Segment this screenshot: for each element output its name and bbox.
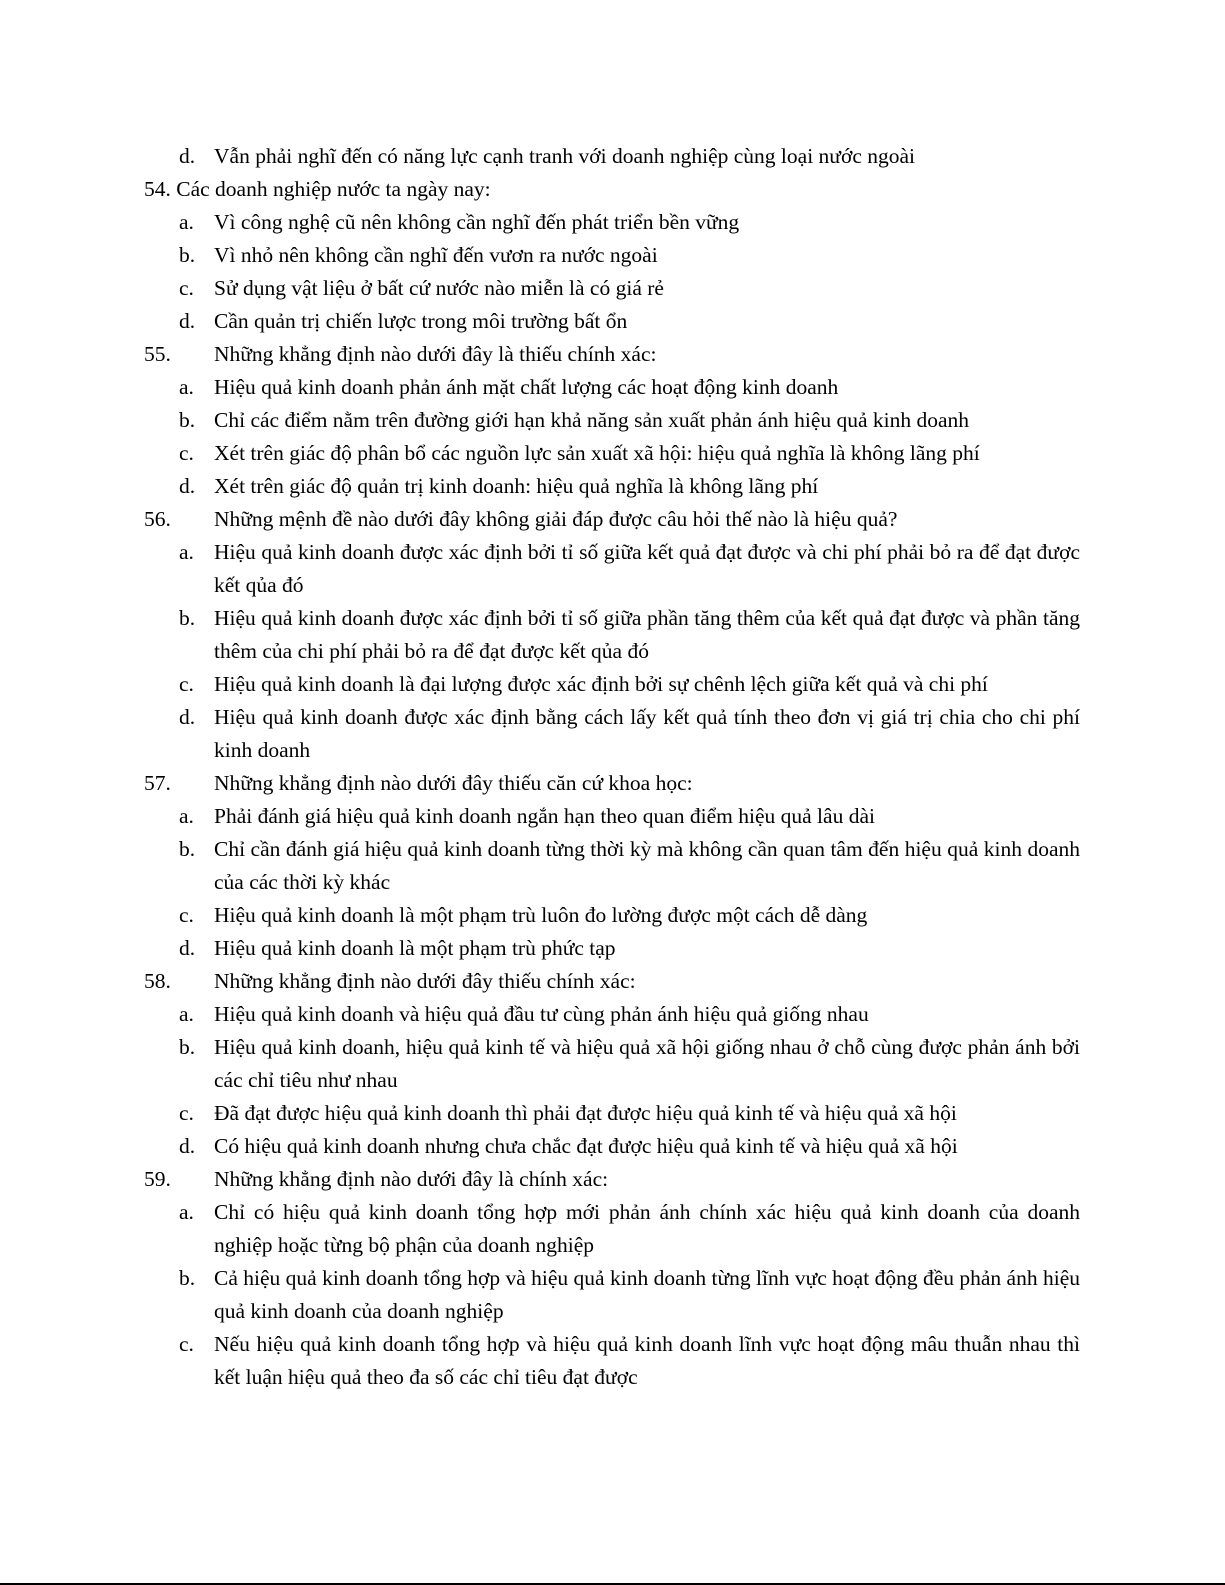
option-letter: d.	[179, 474, 196, 498]
option-text: Hiệu quả kinh doanh phản ánh mặt chất lượng các hoạt động kinh doanh	[214, 375, 839, 399]
option-letter: d.	[179, 1134, 196, 1158]
option-item	[144, 536, 1080, 602]
option-text: Xét trên giác độ phân bổ các nguồn lực sản xuất xã hội: hiệu quả nghĩa là không lãng phí	[214, 441, 980, 465]
question-list	[144, 140, 1080, 1394]
option-letter: b.	[179, 1266, 196, 1290]
option-text: Chỉ các điểm nằm trên đường giới hạn khả năng sản xuất phản ánh hiệu quả kinh doanh	[214, 408, 970, 432]
option-text: Đã đạt được hiệu quả kinh doanh thì phải đạt được hiệu quả kinh tế và hiệu quả xã hội	[214, 1101, 957, 1125]
option-item	[144, 1097, 1080, 1130]
option-letter: c.	[179, 276, 194, 300]
question-number: 54.	[144, 177, 177, 201]
option-letter: b.	[179, 837, 196, 861]
option-letter: a.	[179, 804, 194, 828]
question-heading	[144, 1163, 1080, 1196]
option-text: Hiệu quả kinh doanh được xác định bằng cách lấy kết quả tính theo đơn vị giá trị chia cho chi phí kinh doanh	[214, 705, 1080, 762]
question-text: Những khẳng định nào dưới đây thiếu chính xác:	[214, 969, 636, 993]
question-number: 59.	[144, 1167, 171, 1191]
option-letter: c.	[179, 441, 194, 465]
option-item	[144, 206, 1080, 239]
option-item	[144, 1328, 1080, 1394]
option-letter: c.	[179, 1101, 194, 1125]
option-letter: c.	[179, 1332, 194, 1356]
question-text: Những khẳng định nào dưới đây thiếu căn cứ khoa học:	[214, 771, 693, 795]
option-letter: c.	[179, 672, 194, 696]
question-text: Những khẳng định nào dưới đây là chính xác:	[214, 1167, 609, 1191]
question-number: 58.	[144, 969, 171, 993]
option-item	[144, 701, 1080, 767]
option-item	[144, 470, 1080, 503]
option-text: Cần quản trị chiến lược trong môi trường bất ổn	[214, 309, 628, 333]
option-letter: b.	[179, 243, 196, 267]
option-item	[144, 899, 1080, 932]
question-text: Những mệnh đề nào dưới đây không giải đáp được câu hỏi thế nào là hiệu quả?	[214, 507, 898, 531]
option-item	[144, 833, 1080, 899]
option-item	[144, 1130, 1080, 1163]
option-text: Cả hiệu quả kinh doanh tổng hợp và hiệu quả kinh doanh từng lĩnh vực hoạt động đều phản ánh hiệu quả kinh doanh của doanh nghiệp	[214, 1266, 1080, 1323]
option-letter: c.	[179, 903, 194, 927]
option-item	[144, 1031, 1080, 1097]
question-number: 56.	[144, 507, 171, 531]
option-letter: d.	[179, 705, 196, 729]
question-text: Những khẳng định nào dưới đây là thiếu chính xác:	[214, 342, 657, 366]
option-text: Nếu hiệu quả kinh doanh tổng hợp và hiệu quả kinh doanh lĩnh vực hoạt động mâu thuẫn nhau thì kết luận hiệu quả theo đa số các chỉ tiêu đạt được	[214, 1332, 1080, 1389]
option-letter: a.	[179, 1200, 194, 1224]
option-item	[144, 437, 1080, 470]
option-item	[144, 404, 1080, 437]
option-letter: a.	[179, 1002, 194, 1026]
option-text: Có hiệu quả kinh doanh nhưng chưa chắc đạt được hiệu quả kinh tế và hiệu quả xã hội	[214, 1134, 958, 1158]
option-item	[144, 239, 1080, 272]
question-number: 55.	[144, 342, 171, 366]
option-text: Hiệu quả kinh doanh được xác định bởi tỉ số giữa kết quả đạt được và chi phí phải bỏ ra để đạt được kết qủa đó	[214, 540, 1080, 597]
option-text: Vẫn phải nghĩ đến có năng lực cạnh tranh với doanh nghiệp cùng loại nước ngoài	[214, 144, 916, 168]
question-heading	[144, 767, 1080, 800]
option-text: Hiệu quả kinh doanh là đại lượng được xác định bởi sự chênh lệch giữa kết quả và chi phí	[214, 672, 988, 696]
option-text: Hiệu quả kinh doanh là một phạm trù luôn đo lường được một cách dễ dàng	[214, 903, 868, 927]
option-text: Hiệu quả kinh doanh là một phạm trù phức tạp	[214, 936, 616, 960]
option-text: Xét trên giác độ quản trị kinh doanh: hiệu quả nghĩa là không lãng phí	[214, 474, 819, 498]
question-heading	[144, 173, 1080, 206]
option-letter: b.	[179, 1035, 196, 1059]
option-item	[144, 1196, 1080, 1262]
option-letter: d.	[179, 144, 196, 168]
option-item	[144, 371, 1080, 404]
option-item	[144, 668, 1080, 701]
option-letter: d.	[179, 936, 196, 960]
option-text: Chỉ có hiệu quả kinh doanh tổng hợp mới phản ánh chính xác hiệu quả kinh doanh của doanh nghiệp hoặc từng bộ phận của doanh nghiệp	[214, 1200, 1080, 1257]
question-heading	[144, 965, 1080, 998]
option-letter: a.	[179, 210, 194, 234]
option-text: Chỉ cần đánh giá hiệu quả kinh doanh từng thời kỳ mà không cần quan tâm đến hiệu quả kinh doanh của các thời kỳ khác	[214, 837, 1080, 894]
option-item	[144, 800, 1080, 833]
question-heading	[144, 338, 1080, 371]
option-item	[144, 140, 1080, 173]
option-text: Hiệu quả kinh doanh và hiệu quả đầu tư cùng phản ánh hiệu quả giống nhau	[214, 1002, 869, 1026]
option-letter: a.	[179, 375, 194, 399]
option-item	[144, 602, 1080, 668]
option-text: Vì nhỏ nên không cần nghĩ đến vươn ra nước ngoài	[214, 243, 658, 267]
question-number: 57.	[144, 771, 171, 795]
option-letter: b.	[179, 408, 196, 432]
option-letter: d.	[179, 309, 196, 333]
question-text: Các doanh nghiệp nước ta ngày nay:	[176, 177, 491, 201]
option-item	[144, 305, 1080, 338]
option-item	[144, 998, 1080, 1031]
option-text: Sử dụng vật liệu ở bất cứ nước nào miễn là có giá rẻ	[214, 276, 664, 300]
option-item	[144, 932, 1080, 965]
question-heading	[144, 503, 1080, 536]
option-text: Phải đánh giá hiệu quả kinh doanh ngắn hạn theo quan điểm hiệu quả lâu dài	[214, 804, 875, 828]
option-text: Hiệu quả kinh doanh được xác định bởi tỉ số giữa phần tăng thêm của kết quả đạt được và phần tăng thêm của chi phí phải bỏ ra để đạt được kết qủa đó	[214, 606, 1080, 663]
option-item	[144, 272, 1080, 305]
option-text: Vì công nghệ cũ nên không cần nghĩ đến phát triển bền vững	[214, 210, 740, 234]
option-item	[144, 1262, 1080, 1328]
option-letter: a.	[179, 540, 194, 564]
option-text: Hiệu quả kinh doanh, hiệu quả kinh tế và hiệu quả xã hội giống nhau ở chỗ cùng được phản ánh bởi các chỉ tiêu như nhau	[214, 1035, 1080, 1092]
option-letter: b.	[179, 606, 196, 630]
